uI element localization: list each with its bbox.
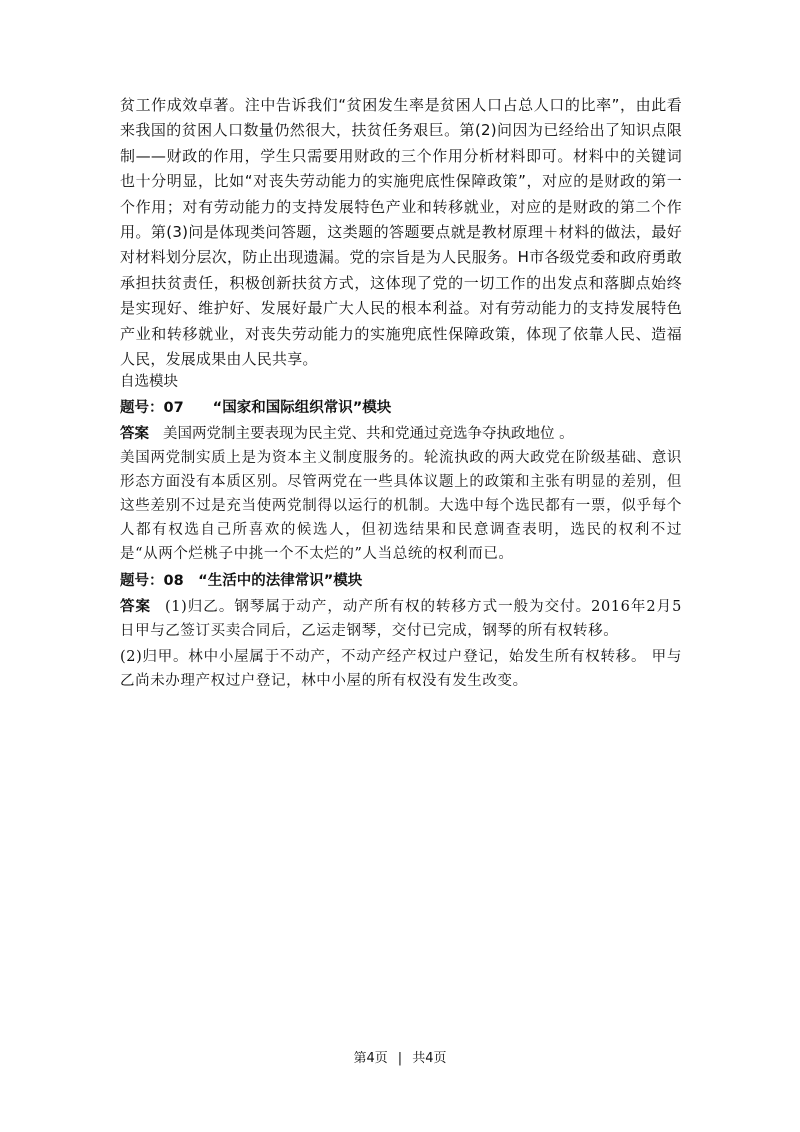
question-08-answer-part1-text: (1)归乙。钢琴属于动产，动产所有权的转移方式一般为交付。2016年2月5日甲与乙签订买卖合同后，乙运走钢琴，交付已完成，钢琴的所有权转移。 [120, 599, 682, 639]
answer-label: 答案 [120, 599, 152, 615]
footer-separator: | [397, 1051, 403, 1066]
page-footer [0, 1047, 800, 1066]
question-08-title: 题号：08 “生活中的法律常识”模块 [120, 573, 363, 589]
question-07-title: 题号：07 “国家和国际组织常识”模块 [120, 400, 392, 416]
page-total: 共4页 [412, 1051, 447, 1066]
question-08-answer-part1 [120, 595, 682, 643]
question-07-answer [120, 422, 682, 446]
question-08-answer-part2: (2)归甲。林中小屋属于不动产，不动产经产权过户登记，始发生所有权转移。 甲与乙尚未办理产权过户登记，林中小屋的所有权没有发生改变。 [120, 649, 682, 689]
page-number: 第4页 [353, 1051, 388, 1066]
answer-label: 答案 [120, 426, 149, 442]
question-07-explanation: 美国两党制实质上是为资本主义制度服务的。轮流执政的两大政党在阶级基础、意识形态方面没有本质区别。尽管两党在一些具体议题上的政策和主张有明显的差别，但这些差别不过是充当使两党制得以运行的机制。大选中每个选民都有一票，似乎每个人都有权选自己所喜欢的候选人，但初选结果和民意调查表明，选民的权利不过是“从两个烂桃子中挑一个不太烂的”人当总统的权利而已。 [120, 450, 682, 562]
elective-heading: 自选模块 [120, 374, 178, 390]
question-07-answer-text: 美国两党制主要表现为民主党、共和党通过竞选争夺执政地位 。 [163, 426, 574, 442]
analysis-paragraph: 贫工作成效卓著。注中告诉我们“贫困发生率是贫困人口占总人口的比率”，由此看来我国的贫困人口数量仍然很大，扶贫任务艰巨。第(2)问因为已经给出了知识点限制——财政的作用，学生只需要用财政的三个作用分析材料即可。材料中的关键词也十分明显，比如“对丧失劳动能力的实施兜底性保障政策”，对应的是财政的第一个作用；对有劳动能力的支持发展特色产业和转移就业，对应的是财政的第二个作用。第(3)问是体现类问答题，这类题的答题要点就是教材原理＋材料的做法，最好对材料划分层次，防止出现遗漏。党的宗旨是为人民服务。H市各级党委和政府勇敢承担扶贫责任，积极创新扶贫方式，这体现了党的一切工作的出发点和落脚点始终是实现好、维护好、发展好最广大人民的根本利益。对有劳动能力的支持发展特色产业和转移就业，对丧失劳动能力的实施兜底性保障政策，体现了依靠人民、造福人民，发展成果由人民共享。 [120, 96, 682, 369]
